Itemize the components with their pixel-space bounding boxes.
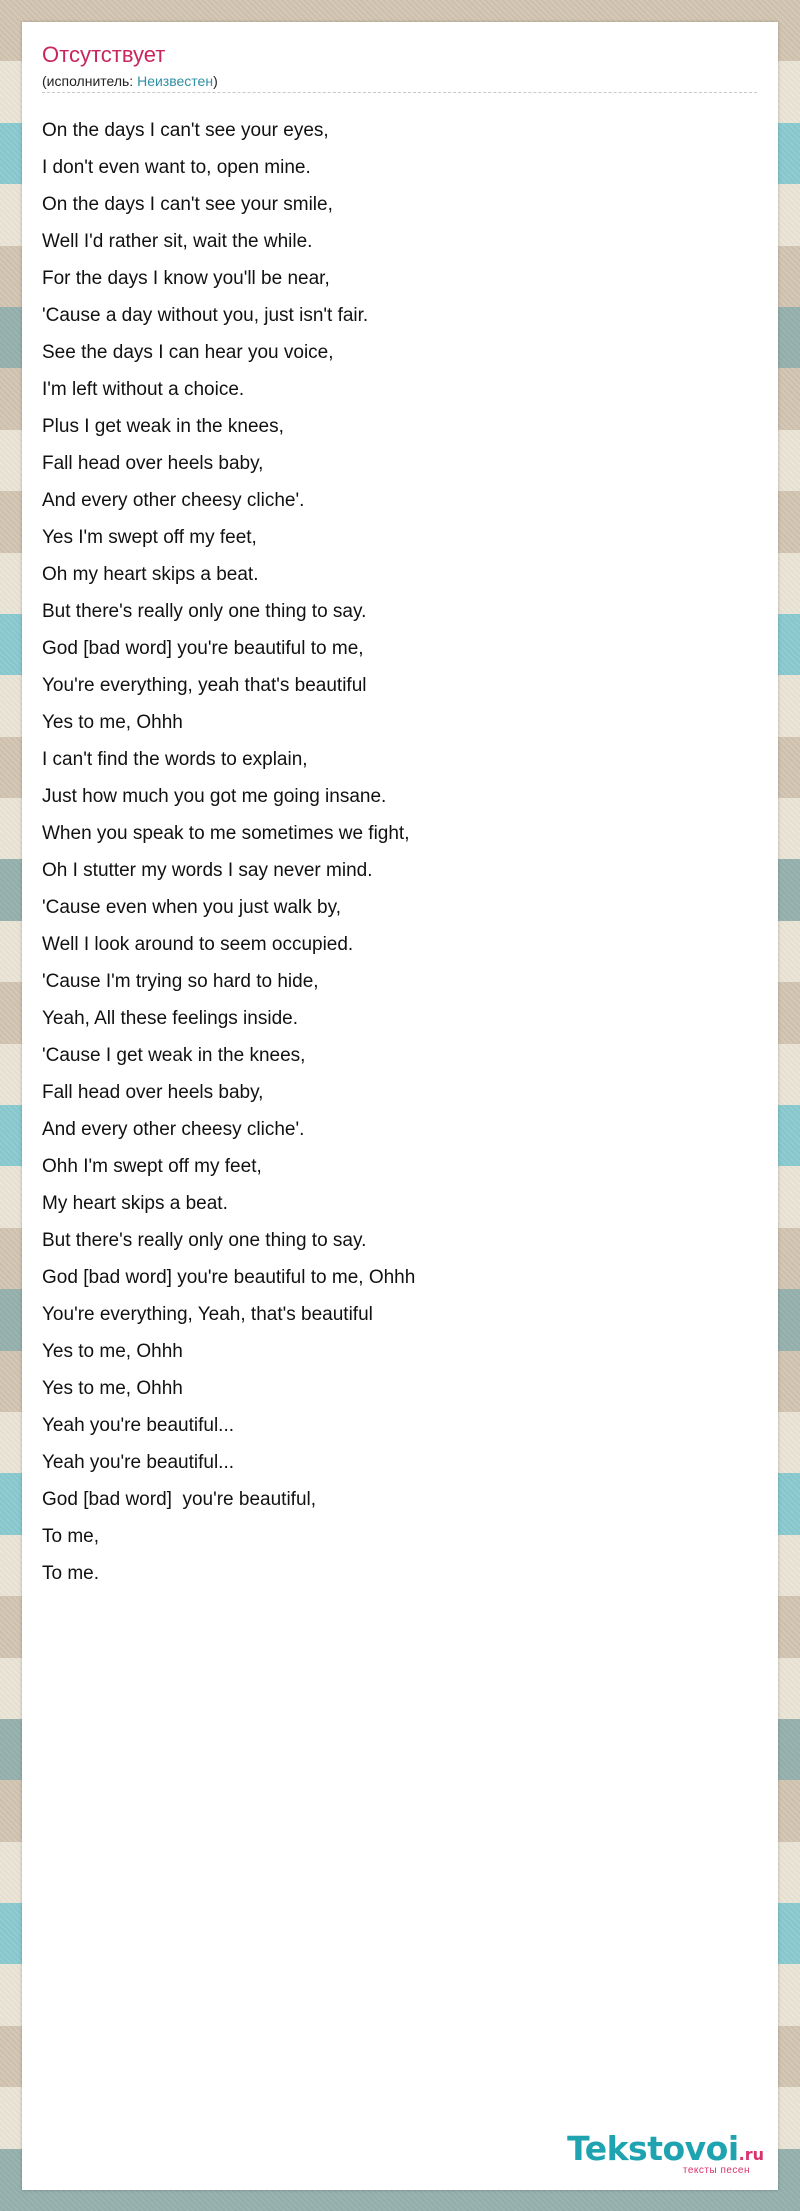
site-logo-tagline: тексты песен <box>682 2165 750 2176</box>
lyric-line: And every other cheesy cliche'. <box>42 1119 305 1140</box>
lyric-line: My heart skips a beat. <box>42 1193 228 1214</box>
lyric-line: When you speak to me sometimes we fight, <box>42 823 410 844</box>
lyric-line: I can't find the words to explain, <box>42 749 308 770</box>
site-logo-tld: .ru <box>738 2145 764 2164</box>
lyric-line: I don't even want to, open mine. <box>42 157 311 178</box>
site-logo-name: Tekstovoi <box>567 2129 739 2168</box>
lyric-line: See the days I can hear you voice, <box>42 342 334 363</box>
lyrics-list <box>42 105 415 1600</box>
lyric-line: Oh my heart skips a beat. <box>42 564 259 585</box>
site-logo[interactable] <box>567 2129 764 2176</box>
lyric-line: You're everything, Yeah, that's beautiful <box>42 1304 373 1325</box>
lyric-line: Oh I stutter my words I say never mind. <box>42 860 373 881</box>
song-title: Отсутствует <box>42 42 166 67</box>
lyric-line: On the days I can't see your smile, <box>42 194 333 215</box>
lyric-line: To me. <box>42 1563 100 1584</box>
lyric-line: On the days I can't see your eyes, <box>42 120 329 141</box>
lyric-line: Yes I'm swept off my feet, <box>42 527 257 548</box>
artist-suffix: ) <box>213 73 218 89</box>
lyric-line: Ohh I'm swept off my feet, <box>42 1156 262 1177</box>
lyric-line: God [bad word] you're beautiful to me, <box>42 638 364 659</box>
lyric-line: 'Cause even when you just walk by, <box>42 897 341 918</box>
artist-prefix: (исполнитель: <box>42 73 138 89</box>
lyric-line: God [bad word] you're beautiful to me, Ohhh <box>42 1267 416 1288</box>
lyric-line: But there's really only one thing to say. <box>42 1230 367 1251</box>
lyric-line: Yeah you're beautiful... <box>42 1452 235 1473</box>
lyric-line: And every other cheesy cliche'. <box>42 490 305 511</box>
lyrics-card <box>22 22 778 2190</box>
lyric-line: Well I'd rather sit, wait the while. <box>42 231 313 252</box>
lyric-line: Plus I get weak in the knees, <box>42 416 284 437</box>
lyric-line: God [bad word] you're beautiful, <box>42 1489 317 1510</box>
lyric-line: 'Cause I get weak in the knees, <box>42 1045 306 1066</box>
lyric-line: 'Cause a day without you, just isn't fair. <box>42 305 369 326</box>
lyric-line: I'm left without a choice. <box>42 379 245 400</box>
lyric-line: You're everything, yeah that's beautiful <box>42 675 367 696</box>
lyric-line: Yeah you're beautiful... <box>42 1415 235 1436</box>
lyric-line: Yeah, All these feelings inside. <box>42 1008 298 1029</box>
lyric-line: Fall head over heels baby, <box>42 1082 264 1103</box>
lyric-line: Yes to me, Ohhh <box>42 1341 183 1362</box>
title-divider <box>42 92 757 93</box>
lyric-line: Fall head over heels baby, <box>42 453 264 474</box>
artist-line <box>42 73 218 89</box>
lyric-line: 'Cause I'm trying so hard to hide, <box>42 971 319 992</box>
lyric-line: For the days I know you'll be near, <box>42 268 330 289</box>
lyric-line: Yes to me, Ohhh <box>42 712 183 733</box>
lyric-line: Just how much you got me going insane. <box>42 786 387 807</box>
lyric-line: To me, <box>42 1526 100 1547</box>
lyric-line: Yes to me, Ohhh <box>42 1378 183 1399</box>
lyric-line: But there's really only one thing to say. <box>42 601 367 622</box>
artist-link[interactable]: Неизвестен <box>137 73 214 89</box>
lyric-line: Well I look around to seem occupied. <box>42 934 354 955</box>
